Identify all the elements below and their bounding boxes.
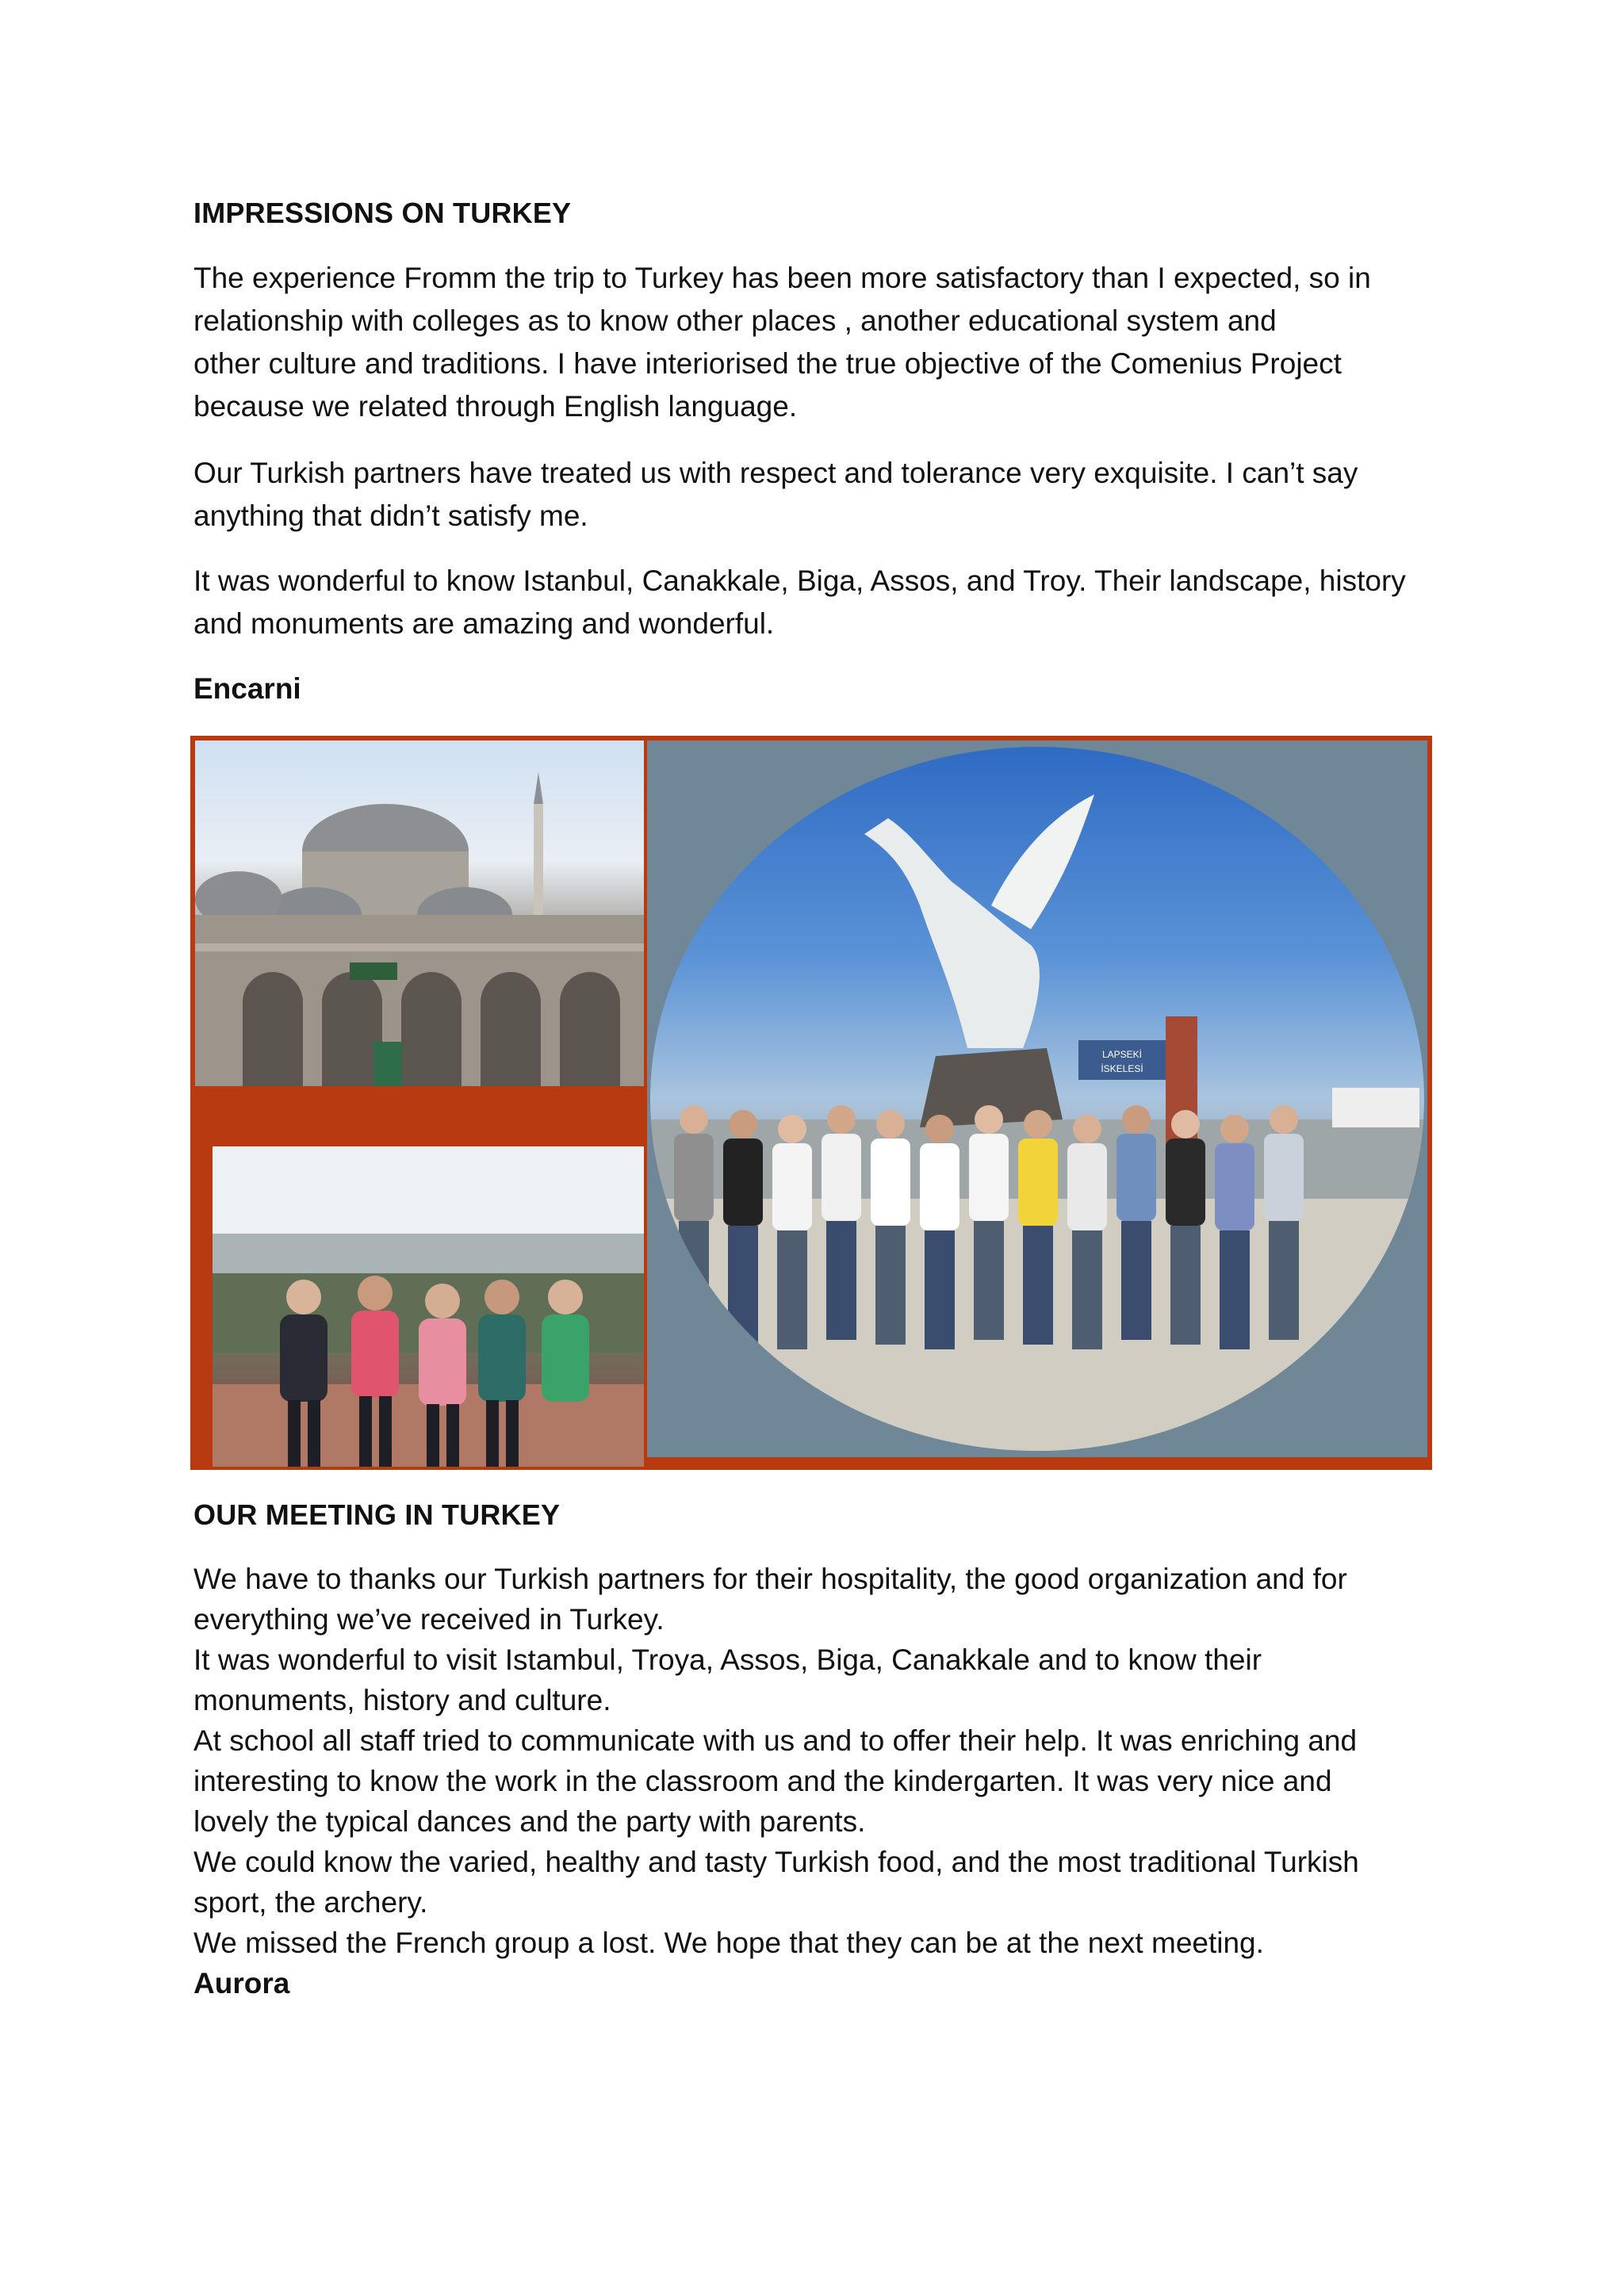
person-head	[876, 1110, 905, 1138]
paragraph-2	[193, 452, 1431, 538]
text-line: We could know the varied, healthy and tasty Turkish food, and the most traditional Turkish	[193, 1846, 1359, 1878]
section-title-impressions: IMPRESSIONS ON TURKEY	[193, 197, 572, 229]
meeting-text	[193, 1559, 1431, 2003]
person-body	[1215, 1143, 1254, 1230]
group-photo-pegasus	[650, 747, 1424, 1451]
text-line: It was wonderful to know Istanbul, Canakkale, Biga, Assos, and Troy. Their landscape, history	[193, 564, 1406, 597]
person-legs	[925, 1230, 955, 1349]
text-line: Our Turkish partners have treated us with respect and tolerance very exquisite. I can’t say	[193, 457, 1358, 489]
person-body	[1116, 1134, 1156, 1221]
person-legs	[1023, 1226, 1053, 1345]
text-line: because we related through English language.	[193, 390, 798, 423]
text-line: relationship with colleges as to know other places , another educational system and	[193, 304, 1277, 337]
person-head	[1270, 1105, 1298, 1134]
person-body	[723, 1138, 763, 1226]
sign-text-2: İSKELESİ	[1101, 1063, 1143, 1074]
person-legs	[777, 1230, 807, 1349]
group-illustration-small	[213, 1146, 644, 1467]
text-line: and monuments are amazing and wonderful.	[193, 607, 775, 640]
text-line: monuments, history and culture.	[193, 1684, 611, 1716]
person-body	[822, 1134, 861, 1221]
person-head	[1024, 1110, 1052, 1138]
person-legs	[1220, 1230, 1250, 1349]
person-legs	[728, 1226, 758, 1345]
person-head	[778, 1115, 806, 1143]
mosque-photo	[195, 740, 644, 1086]
person-head	[729, 1110, 757, 1138]
text-line: lovely the typical dances and the party with parents.	[193, 1805, 866, 1838]
person-body	[1067, 1143, 1107, 1230]
person-legs	[1269, 1221, 1299, 1340]
person-legs	[679, 1221, 709, 1340]
signature-encarni-block	[193, 668, 1431, 710]
person-head	[925, 1115, 954, 1143]
person-legs	[974, 1221, 1004, 1340]
group-photo-viewpoint	[213, 1146, 644, 1467]
photo-collage	[190, 736, 1432, 1470]
section-impressions	[193, 192, 1431, 235]
signature-encarni: Encarni	[193, 672, 301, 705]
paragraph-1	[193, 257, 1431, 428]
person-body	[1166, 1138, 1205, 1226]
pegasus-group-illustration	[650, 747, 1424, 1451]
text-line: At school all staff tried to communicate with us and to offer their help. It was enriching and	[193, 1724, 1358, 1757]
text-line: sport, the archery.	[193, 1886, 428, 1919]
signature-aurora: Aurora	[193, 1967, 290, 1999]
sign-text-1: LAPSEKİ	[1101, 1049, 1143, 1060]
person-body	[674, 1134, 714, 1221]
person-body	[772, 1143, 812, 1230]
person-body	[920, 1143, 959, 1230]
person-body	[1264, 1134, 1304, 1221]
text-line: We missed the French group a lost. We hope that they can be at the next meeting.	[193, 1927, 1264, 1959]
person-legs	[1072, 1230, 1102, 1349]
section-title-meeting: OUR MEETING IN TURKEY	[193, 1498, 561, 1531]
person-body	[871, 1138, 910, 1226]
person-head	[975, 1105, 1003, 1134]
text-line: It was wonderful to visit Istambul, Troya, Assos, Biga, Canakkale and to know their	[193, 1644, 1262, 1676]
section-meeting	[193, 1494, 1431, 1536]
person-body	[1018, 1138, 1058, 1226]
person-head	[827, 1105, 856, 1134]
text-line: We have to thanks our Turkish partners for their hospitality, the good organization and for	[193, 1563, 1347, 1595]
person-head	[1122, 1105, 1151, 1134]
text-line: anything that didn’t satisfy me.	[193, 499, 588, 532]
person-head	[1171, 1110, 1200, 1138]
person-head	[680, 1105, 708, 1134]
text-line: interesting to know the work in the classroom and the kindergarten. It was very nice and	[193, 1765, 1332, 1797]
person-head	[1220, 1115, 1249, 1143]
mosque-illustration	[195, 740, 644, 1086]
person-legs	[1121, 1221, 1151, 1340]
person-legs	[826, 1221, 856, 1340]
person-legs	[875, 1226, 906, 1345]
paragraph-3	[193, 560, 1431, 645]
group-photo-pegasus-frame	[647, 740, 1427, 1457]
text-line: everything we’ve received in Turkey.	[193, 1603, 665, 1636]
person-head	[1073, 1115, 1101, 1143]
person-body	[969, 1134, 1009, 1221]
person-legs	[1170, 1226, 1201, 1345]
text-line: The experience Fromm the trip to Turkey has been more satisfactory than I expected, so in	[193, 262, 1371, 294]
text-line: other culture and traditions. I have interiorised the true objective of the Comenius Project	[193, 347, 1342, 380]
